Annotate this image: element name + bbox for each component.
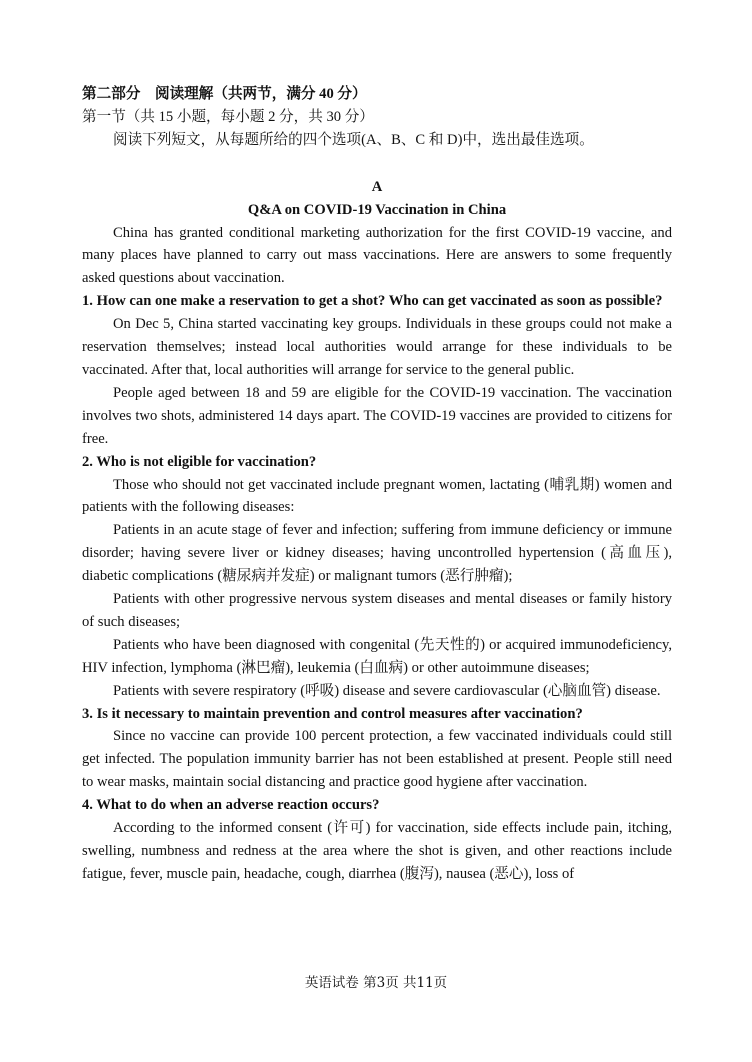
question-2-heading: 2. Who is not eligible for vaccination? xyxy=(82,453,317,470)
question-2-paragraph-1: Those who should not get vaccinated include pregnant women, lactating (哺乳期) women and patients with the following diseases: xyxy=(82,476,672,516)
intro-paragraph: China has granted conditional marketing authorization for the first COVID-19 vaccine, and many places have planned to carry out mass vaccinations. Here are answers to some frequently asked questions about vaccination. xyxy=(82,224,672,287)
question-3-paragraph-1: Since no vaccine can provide 100 percent protection, a few vaccinated individuals could still get infected. The population immunity barrier has not been established at present. People still need to wear masks, maintain social distancing and practice good hygiene after vaccination. xyxy=(82,728,672,791)
question-3-heading: 3. Is it necessary to maintain prevention and control measures after vaccination? xyxy=(82,705,583,722)
question-2-paragraph-2: Patients in an acute stage of fever and infection; suffering from immune deficiency or immune disorder; having severe liver or kidney diseases; having uncontrolled hypertension (高血压), diabetic complications (糖尿病并发症) or malignant tumors (恶行肿瘤); xyxy=(82,522,672,585)
question-1-paragraph-2: People aged between 18 and 59 are eligible for the COVID-19 vaccination. The vaccination involves two shots, administered 14 days apart. The COVID-19 vaccines are provided to citizens for free. xyxy=(82,384,672,447)
subsection-title: 第一节（共 15 小题，每小题 2 分，共 30 分） xyxy=(82,108,374,125)
passage-title: Q&A on COVID-19 Vaccination in China xyxy=(247,201,507,218)
question-1-paragraph-1: On Dec 5, China started vaccinating key groups. Individuals in these groups could not make a reservation themselves; instead local authorities would arrange for these individuals to be vaccinated. After that, local authorities will arrange for service to the general public. xyxy=(82,316,672,378)
question-1-heading: 1. How can one make a reservation to get a shot? Who can get vaccinated as soon as possible? xyxy=(82,293,663,310)
instruction-text: 阅读下列短文，从每题所给的四个选项(A、B、C 和 D)中，选出最佳选项。 xyxy=(113,131,594,148)
question-4-heading: 4. What to do when an adverse reaction occurs? xyxy=(82,797,380,814)
page-footer: 英语试卷 第3页 共11页 xyxy=(304,975,448,991)
question-2-paragraph-4: Patients who have been diagnosed with congenital (先天性的) or acquired immunodeficiency, HIV infection, lymphoma (淋巴瘤), leukemia (白血病) or other autoimmune diseases; xyxy=(82,636,672,676)
passage-letter: A xyxy=(371,178,383,195)
question-4-paragraph-1: According to the informed consent (许可) for vaccination, side effects include pain, itching, swelling, numbness and redness at the area where the shot is given, and other reactions include fatigue, fever, muscle pain, headache, cough, diarrhea (腹泻), nausea (恶心), loss of xyxy=(82,820,672,882)
question-2-paragraph-5: Patients with severe respiratory (呼吸) disease and severe cardiovascular (心脑血管) disease. xyxy=(113,682,661,699)
section-title: 第二部分 阅读理解（共两节，满分 40 分） xyxy=(82,86,367,102)
spacer xyxy=(82,152,672,176)
question-2-paragraph-3: Patients with other progressive nervous system diseases and mental diseases or family history of such diseases; xyxy=(82,591,672,630)
page-content xyxy=(82,83,672,886)
